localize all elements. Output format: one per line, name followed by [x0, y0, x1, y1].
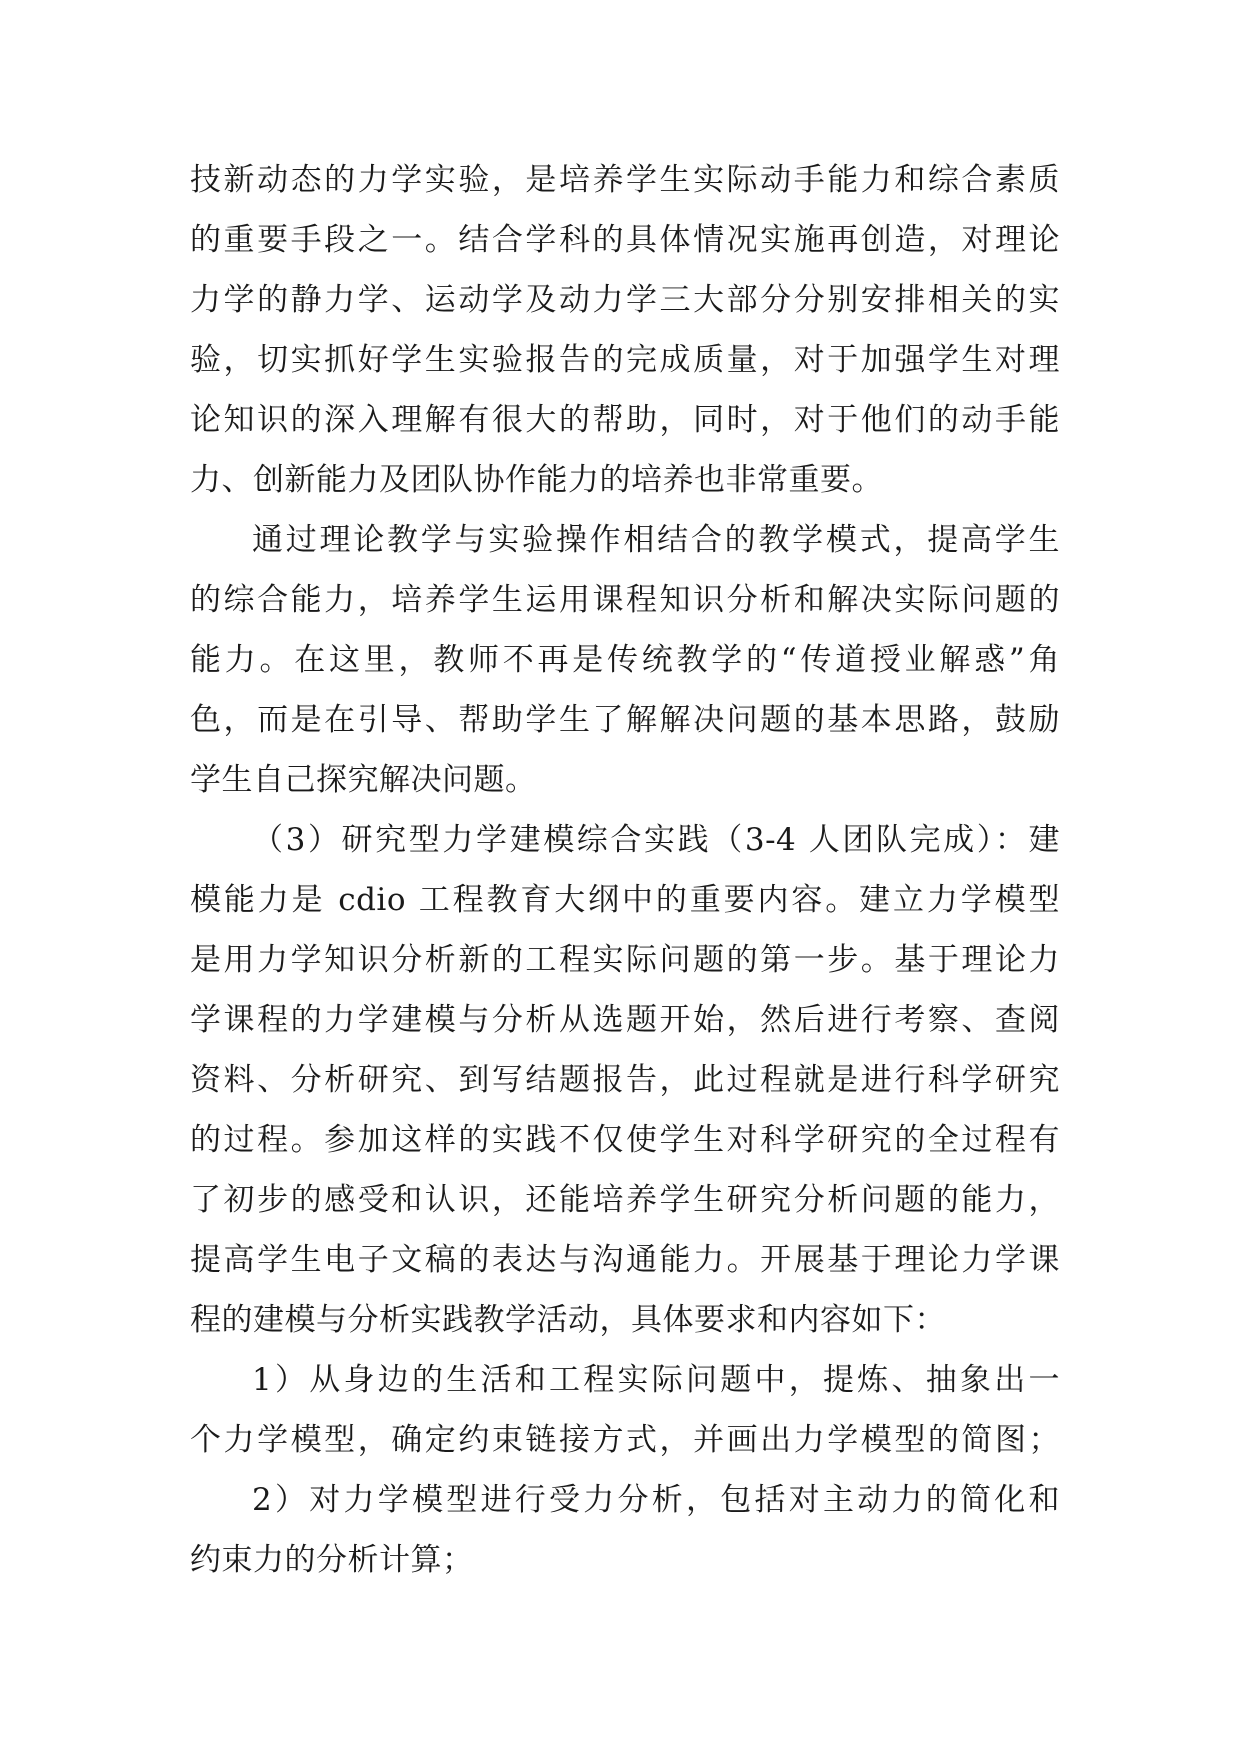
text-line: 色，而是在引导、帮助学生了解解决问题的基本思路，鼓励	[190, 702, 1060, 738]
text-line: 的综合能力，培养学生运用课程知识分析和解决实际问题的	[190, 582, 1060, 618]
text-line: 个力学模型，确定约束链接方式，并画出力学模型的简图；	[190, 1422, 1060, 1458]
text-line: 验，切实抓好学生实验报告的完成质量，对于加强学生对理	[190, 342, 1060, 378]
text-line: 提高学生电子文稿的表达与沟通能力。开展基于理论力学课	[190, 1242, 1060, 1278]
text-line: 模能力是 cdio 工程教育大纲中的重要内容。建立力学模型	[190, 882, 1060, 918]
text-line: 了初步的感受和认识，还能培养学生研究分析问题的能力，	[190, 1182, 1060, 1218]
document-page	[190, 150, 1060, 1590]
text-line: 的重要手段之一。结合学科的具体情况实施再创造，对理论	[190, 222, 1060, 258]
text-line: 1）从身边的生活和工程实际问题中，提炼、抽象出一	[252, 1362, 1060, 1398]
text-line: （3）研究型力学建模综合实践（3-4 人团队完成）：建	[252, 822, 1060, 858]
text-line: 是用力学知识分析新的工程实际问题的第一步。基于理论力	[190, 942, 1060, 978]
text-line: 约束力的分析计算；	[190, 1542, 474, 1578]
text-line: 能力。在这里，教师不再是传统教学的“传道授业解惑”角	[190, 642, 1060, 678]
text-line: 力、创新能力及团队协作能力的培养也非常重要。	[190, 462, 883, 498]
text-line: 论知识的深入理解有很大的帮助，同时，对于他们的动手能	[190, 402, 1060, 438]
text-line: 力学的静力学、运动学及动力学三大部分分别安排相关的实	[190, 282, 1060, 318]
text-line: 技新动态的力学实验，是培养学生实际动手能力和综合素质	[190, 162, 1060, 198]
text-line: 2）对力学模型进行受力分析，包括对主动力的简化和	[252, 1482, 1060, 1518]
text-line: 学课程的力学建模与分析从选题开始，然后进行考察、查阅	[190, 1002, 1060, 1038]
text-line: 通过理论教学与实验操作相结合的教学模式，提高学生	[252, 522, 1060, 558]
text-line: 程的建模与分析实践教学活动，具体要求和内容如下：	[190, 1302, 946, 1338]
text-line: 资料、分析研究、到写结题报告，此过程就是进行科学研究	[190, 1062, 1060, 1098]
text-line: 学生自己探究解决问题。	[190, 762, 537, 798]
text-line: 的过程。参加这样的实践不仅使学生对科学研究的全过程有	[190, 1122, 1060, 1158]
